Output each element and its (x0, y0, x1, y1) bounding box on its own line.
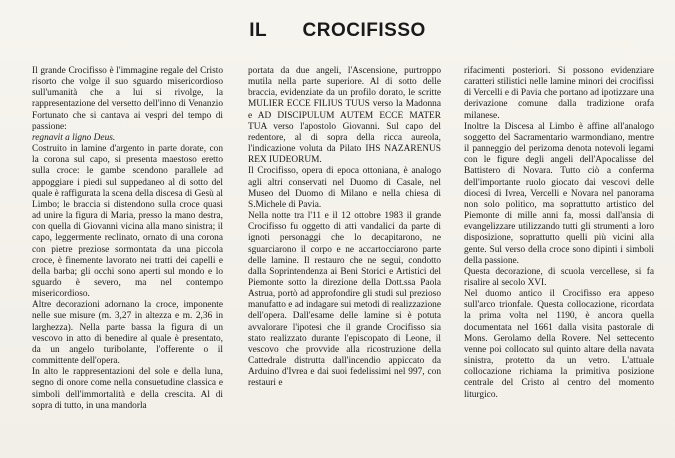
page-title: IL CROCIFISSO (249, 20, 426, 41)
text-column-3 (464, 66, 654, 401)
text-column-2 (248, 66, 441, 390)
latin-quote: regnavit a ligno Deus. (32, 132, 116, 143)
paragraph: Questa decorazione, di scuola vercellese, si fa risalire al secolo XVI. (464, 266, 654, 288)
paragraph: Altre decorazioni adornano la croce, imponente nelle sue misure (m. 3,27 in altezza e m. 2,36 in larghezza). Nella parte bassa la figura di un vescovo in atto di benedire al quale è presentato, da un angelo turibolante, l'offerente o il committente dell'opera. (32, 300, 223, 367)
paragraph: In alto le rappresentazioni del sole e della luna, segno di onore come nella consuetudine classica e simboli dell'immortalità e della crescita. Al di sopra di tutto, in una mandorla (32, 367, 223, 411)
paragraph: Il grande Crocifisso è l'immagine regale del Cristo risorto che volge il suo sguardo misericordioso sull'umanità che a lui si rivolge, la rappresentazione del versetto dell'inno di Venanzio Fortunato che si cantava ai vespri del tempo di passione: (32, 66, 223, 132)
text-column-1 (32, 66, 223, 412)
paragraph: Nel duomo antico il Crocifisso era appeso sull'arco trionfale. Questa collocazione, ricordata la prima volta nel 1190, è ancora quella documentata nel 1661 dalla visita pastorale di Mons. Gerolamo della Rovere. Nel settecento venne poi collocato sul quinto altare della navata sinistra, protetto da un vetro. L'attuale collocazione richiama la primitiva posizione centrale del Cristo al centro del momento liturgico. (464, 289, 654, 400)
paragraph: portata da due angeli, l'Ascensione, purtroppo mutila nella parte superiore. Al di sotto delle braccia, evidenziate da un profilo dorato, le scritte MULIER ECCE FILIUS TUUS verso la Madonna e AD DISCIPULUM AUTEM ECCE MATER TUA verso l'apostolo Giovanni. Sul capo del redentore, al di sopra della ricca aureola, l'indicazione voluta da Pilato IHS NAZARENUS REX IUDEORUM. (248, 66, 441, 166)
paragraph: rifacimenti posteriori. Si possono evidenziare caratteri stilistici nelle lamine minori dei crocifissi di Vercelli e di Pavia che portano ad ipotizzare una derivazione comune dalla tradizione orafa milanese. (464, 66, 654, 121)
paragraph: Nella notte tra l'11 e il 12 ottobre 1983 il grande Crocifisso fu oggetto di atti vandalici da parte di ignoti personaggi che lo decapitarono, ne sguarciarono il corpo e ne accartocciarono parte delle lamine. Il restauro che ne seguì, condotto dalla Soprintendenza ai Beni Storici e Artistici del Piemonte sotto la direzione della Dott.ssa Paola Astrua, portò ad approfondire gli studi sul prezioso manufatto e ad indagare sui metodi di realizzazione dell'opera. Dall'esame delle lamine si è potuta avvalorare l'ipotesi che il grande Crocifisso sia stato realizzato durante l'episcopato di Leone, il vescovo che provvide alla ricostruzione della Cattedrale distrutta dall'incendio appiccato da Arduino d'Ivrea e dai suoi fedelissimi nel 997, con restauri e (248, 211, 441, 389)
paragraph: Costruito in lamine d'argento in parte dorate, con la corona sul capo, si presenta maestoso eretto sulla croce: le gambe scendono parallele ad appoggiare i piedi sul suppedaneo al di sotto del quale è raffigurata la scena della discesa di Gesù al Limbo; le braccia si distendono sulla croce quasi ad unire la figura di Maria, presso la mano destra, con quella di Giovanni vicina alla mano sinistra; il capo, leggermente reclinato, ornato di una corona con pietre preziose sormontata da una piccola croce, è finemente lavorato nei tratti dei capelli e della barba; gli occhi sono aperti sul mondo e lo sguardo è severo, ma nel contempo misericordioso. (32, 144, 223, 300)
paragraph: Inoltre la Discesa al Limbo è affine all'analogo soggetto del Sacramentario warmondiano, mentre il panneggio del perizoma denota notevoli legami con le figure degli angeli dell'Apocalisse del Battistero di Novara. Tutto ciò a conferma dell'importante ruolo giocato dai vescovi delle diocesi di Ivrea, Vercelli e Novara nel panorama non solo politico, ma soprattutto artistico del Piemonte di mille anni fa, mossi dall'ansia di evangelizzare utilizzando tutti gli strumenti a loro disposizione, soprattutto quelli più vicini alla gente. Sul verso della croce sono dipinti i simboli della passione. (464, 121, 654, 266)
paragraph: Il Crocifisso, opera di epoca ottoniana, è analogo agli altri conservati nel Duomo di Casale, nel Museo del Duomo di Milano e nella chiesa di S.Michele di Pavia. (248, 166, 441, 210)
